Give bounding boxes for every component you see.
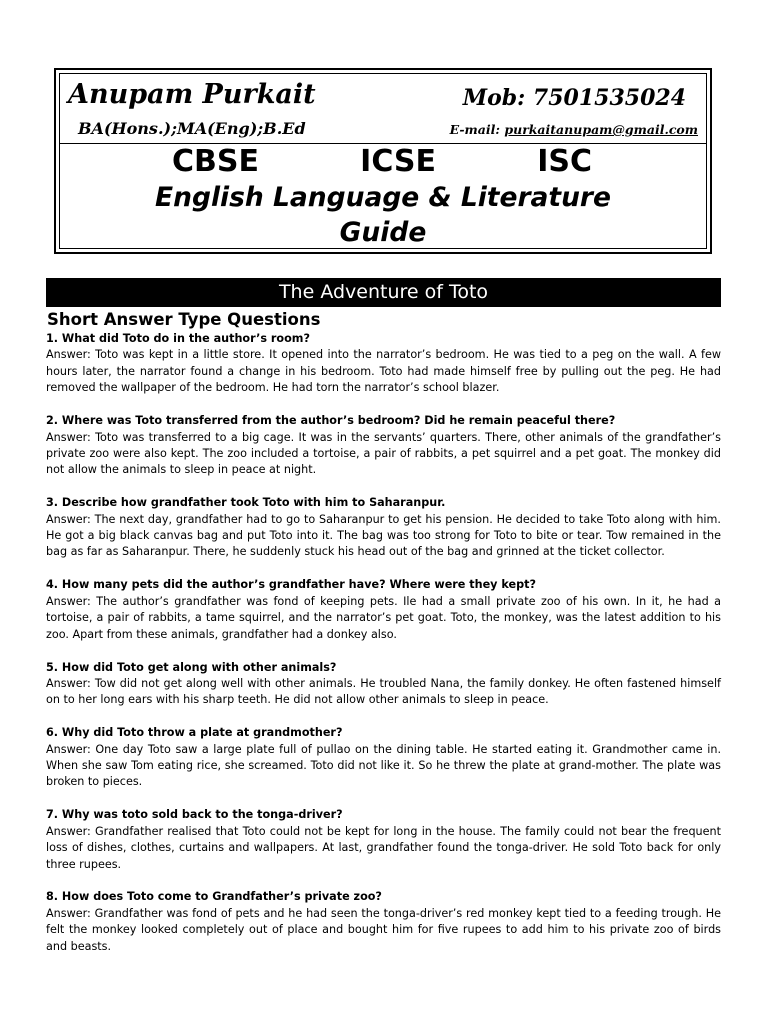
- board-isc: ISC: [537, 144, 592, 179]
- author-name: Anupam Purkait: [68, 79, 316, 110]
- answer: Answer: The author’s grandfather was fond of keeping pets. Ile had a small private zoo of his own. In it, he had a tortoise, a pair of rabbits, a tame squirrel, and the narrator’s pet goat. Toto, the monkey, was the latest addition to his zoo. Apart from these animals, grandfather had a donkey also.: [46, 594, 721, 641]
- question: 6. Why did Toto throw a plate at grandmother?: [46, 726, 343, 740]
- header-inner: [59, 73, 707, 249]
- boards-row: [172, 144, 592, 179]
- question: 3. Describe how grandfather took Toto with him to Saharanpur.: [46, 496, 446, 510]
- question: 4. How many pets did the author’s grandfather have? Where were they kept?: [46, 578, 536, 592]
- qa-item: [46, 807, 721, 873]
- email-label: E-mail:: [449, 122, 500, 137]
- email-line: [450, 122, 698, 137]
- section-title: Short Answer Type Questions: [47, 310, 321, 329]
- question: 1. What did Toto do in the author’s room?: [46, 332, 310, 345]
- answer: Answer: Grandfather realised that Toto could not be kept for long in the house. The family could not bear the frequent loss of dishes, clothes, curtains and wallpapers. At last, grandfather found the tonga-driver. He sold Toto back for only three rupees.: [46, 824, 721, 871]
- answer: Answer: Toto was transferred to a big cage. It was in the servants’ quarters. There, other animals of the grandfather’s private zoo were also kept. The zoo included a tortoise, a pair of rabbits, a pet squirrel and a pet goat. The monkey did not allow the animals to sleep in peace at night.: [46, 430, 721, 477]
- qa-item: [46, 577, 721, 643]
- question: 8. How does Toto come to Grandfather’s private zoo?: [46, 890, 382, 904]
- email-address[interactable]: purkaitanupam@gmail.com: [504, 122, 698, 137]
- answer: Answer: Toto was kept in a little store. It opened into the narrator’s bedroom. He was tied to a peg on the wall. A few hours later, the narrator found a change in his bedroom. Toto had made himself free by pulling out the peg. He had removed the wallpaper of the bedroom. He had torn the narrator’s school blazer.: [46, 348, 721, 395]
- header-box: [54, 68, 712, 254]
- author-degrees: BA(Hons.);MA(Eng);B.Ed: [78, 119, 306, 138]
- answer: Answer: Tow did not get along well with other animals. He troubled Nana, the family donkey. He often fastened himself on to her long ears with his sharp teeth. He did not allow other animals to sleep in peace.: [46, 676, 721, 707]
- chapter-title: The Adventure of Toto: [46, 278, 721, 307]
- answer: Answer: The next day, grandfather had to go to Saharanpur to get his pension. He decided to take Toto along with him. He got a big black canvas bag and put Toto into it. The bag was too strong for Toto to bite or tear. Tow remained in the bag as far as Saharanpur. There, he suddenly stuck his head out of the bag and grinned at the ticket collector.: [46, 512, 721, 559]
- board-icse: ICSE: [360, 144, 437, 179]
- qa-item: [46, 660, 721, 709]
- subject-line-1: English Language & Literature: [155, 182, 611, 213]
- question: 2. Where was Toto transferred from the author’s bedroom? Did he remain peaceful there?: [46, 414, 616, 428]
- qa-item: [46, 331, 721, 397]
- board-cbse: CBSE: [172, 144, 259, 179]
- subject-line-2: Guide: [339, 217, 427, 248]
- qa-item: [46, 725, 721, 791]
- answer: Answer: Grandfather was fond of pets and he had seen the tonga-driver’s red monkey kept tied to a feeding trough. He felt the monkey looked completely out of place and bought him for five rupees to add him to his private zoo of birds and beasts.: [46, 906, 721, 953]
- mobile-number: Mob: 7501535024: [462, 85, 686, 111]
- qa-item: [46, 889, 721, 955]
- qa-list: [46, 331, 721, 972]
- qa-item: [46, 495, 721, 561]
- subject-title: [60, 180, 706, 250]
- question: 7. Why was toto sold back to the tonga-driver?: [46, 808, 343, 822]
- question: 5. How did Toto get along with other animals?: [46, 660, 337, 674]
- qa-item: [46, 413, 721, 479]
- answer: Answer: One day Toto saw a large plate full of pullao on the dining table. He started eating it. Grandmother came in. When she saw Tom eating rice, she screamed. Toto did not like it. So he threw the plate at grand-mother. The plate was broken to pieces.: [46, 742, 721, 789]
